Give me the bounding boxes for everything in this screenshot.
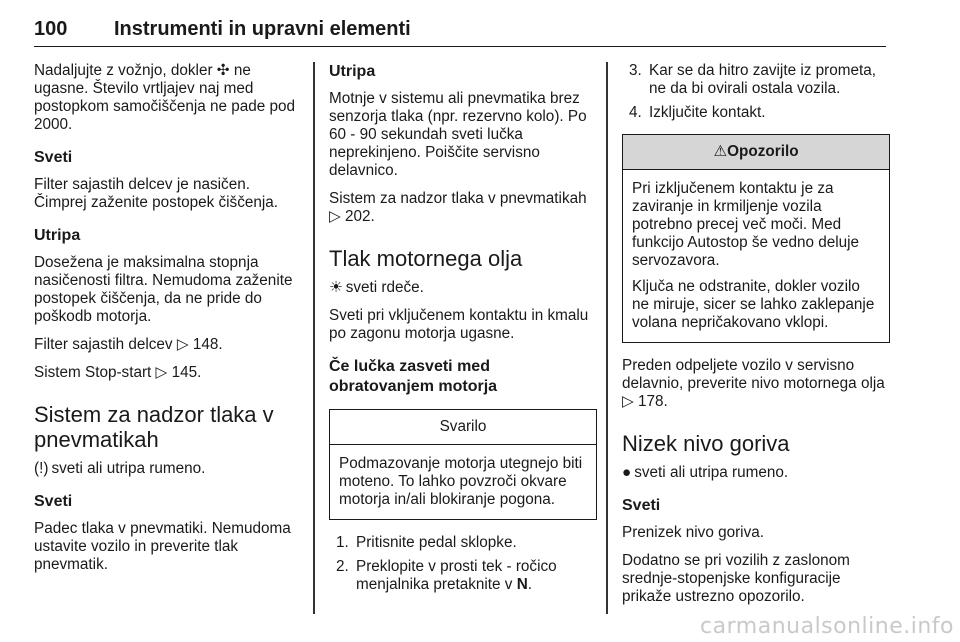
utripa-heading: Utripa: [34, 227, 81, 244]
sveti-heading-3: Sveti: [622, 497, 661, 514]
fuel-text-2: Dodatno se pri vozilih z zaslonom srednje-stopenjske konfiguracije prikaže ustrezno opozorilo.: [622, 552, 850, 605]
stop-start-reference[interactable]: Sistem Stop-start ▷ 145.: [34, 364, 202, 381]
dpf-intro: Nadaljujte z vožnjo, dokler ✣ ne ugasne. Število vrtljajev naj med postopkom samočiščenja ne pade pod 2000.: [34, 62, 296, 133]
oil-text: Sveti pri vključenem kontaktu in kmalu po zagonu motorja ugasne.: [329, 307, 589, 342]
list-item: 3. Kar se da hitro zavijte iz prometa, ne da bi ovirali ostala vozila.: [629, 62, 877, 97]
dpf-reference[interactable]: Filter sajastih delcev ▷ 148.: [34, 336, 223, 353]
utripa-text-2: Motnje v sistemu ali pnevmatika brez senzorja tlaka (npr. rezervno kolo). Po 60 - 90 sekundah sveti lučka neprekinjeno. Poiščite servisno delavnico.: [329, 90, 587, 179]
list-item: 2. Preklopite v prosti tek - ročico menjalnika pretaknite v N.: [336, 558, 557, 593]
tpms-status-text: sveti ali utripa rumeno.: [51, 460, 206, 477]
list-item: 1. Pritisnite pedal sklopke.: [336, 534, 517, 551]
tpms-heading: Sistem za nadzor tlaka v pnevmatikah: [34, 402, 274, 452]
warning-text-2: Ključa ne odstranite, dokler vozilo ne miruje, sicer se lahko zaklepanje volana nepričakovano vklopi.: [632, 278, 875, 331]
list-item: 4. Izključite kontakt.: [629, 104, 766, 121]
column-divider-1: [313, 62, 315, 614]
utripa-heading-2: Utripa: [329, 63, 376, 80]
tire-pressure-icon: (!): [34, 460, 49, 477]
warning-box-title: ⚠Opozorilo: [623, 135, 889, 170]
column-1: [34, 62, 304, 584]
caution-box-text: Podmazovanje motorja utegnejo biti moteno. To lahko povzroči okvare motorja in/ali blokiranje pogona.: [339, 455, 583, 508]
column-divider-2: [606, 62, 608, 614]
column-3: [622, 62, 890, 616]
oil-level-reference[interactable]: Preden odpeljete vozilo v servisno delavnio, preverite nivo motornega olja ▷ 178.: [622, 357, 885, 410]
sveti-heading-2: Sveti: [34, 493, 73, 510]
oil-status-text: sveti rdeče.: [345, 279, 424, 296]
steps-list-2: [629, 62, 890, 122]
warning-box: [622, 134, 890, 343]
warning-triangle-icon: ⚠: [713, 143, 728, 160]
engine-running-heading: Če lučka zasveti med obratovanjem motorja: [329, 358, 498, 395]
fuel-status-text: sveti ali utripa rumeno.: [634, 464, 789, 481]
sveti-text: Filter sajastih delcev je nasičen. Čimprej zaženite postopek čiščenja.: [34, 176, 279, 211]
sveti-text-2: Padec tlaka v pnevmatiki. Nemudoma ustavite vozilo in preverite tlak pnevmatik.: [34, 520, 291, 573]
oil-pressure-heading: Tlak motornega olja: [329, 246, 523, 271]
warning-text-1: Pri izključenem kontaktu je za zaviranje in krmiljenje vozila potrebno precej več moči. Med funkcijo Autostop še vedno deluje servozavora.: [632, 180, 860, 269]
neutral-gear-label: N: [516, 576, 528, 593]
fuel-status: [622, 464, 890, 482]
oil-can-icon: ☀: [329, 279, 343, 296]
fuel-icon: ●: [622, 464, 632, 481]
sveti-heading: Sveti: [34, 149, 73, 166]
fuel-heading: Nizek nivo goriva: [622, 431, 790, 456]
caution-box-title: Svarilo: [330, 410, 596, 445]
watermark: carmanualsonline.info: [700, 614, 954, 639]
page-header: [34, 8, 886, 47]
steps-list-1: [336, 534, 597, 594]
page-number: 100: [34, 18, 68, 40]
running-title: Instrumenti in upravni elementi: [114, 18, 411, 40]
caution-box: [329, 409, 597, 520]
oil-status: [329, 279, 597, 297]
tpms-status: [34, 460, 304, 478]
column-2: [329, 62, 597, 606]
fuel-text-1: Prenizek nivo goriva.: [622, 524, 764, 541]
utripa-text: Dosežena je maksimalna stopnja nasičenosti filtra. Nemudoma zaženite postopek čiščenja, da ne pride do poškodb motorja.: [34, 254, 293, 325]
tpms-reference[interactable]: Sistem za nadzor tlaka v pnevmatikah ▷ 202.: [329, 190, 587, 225]
